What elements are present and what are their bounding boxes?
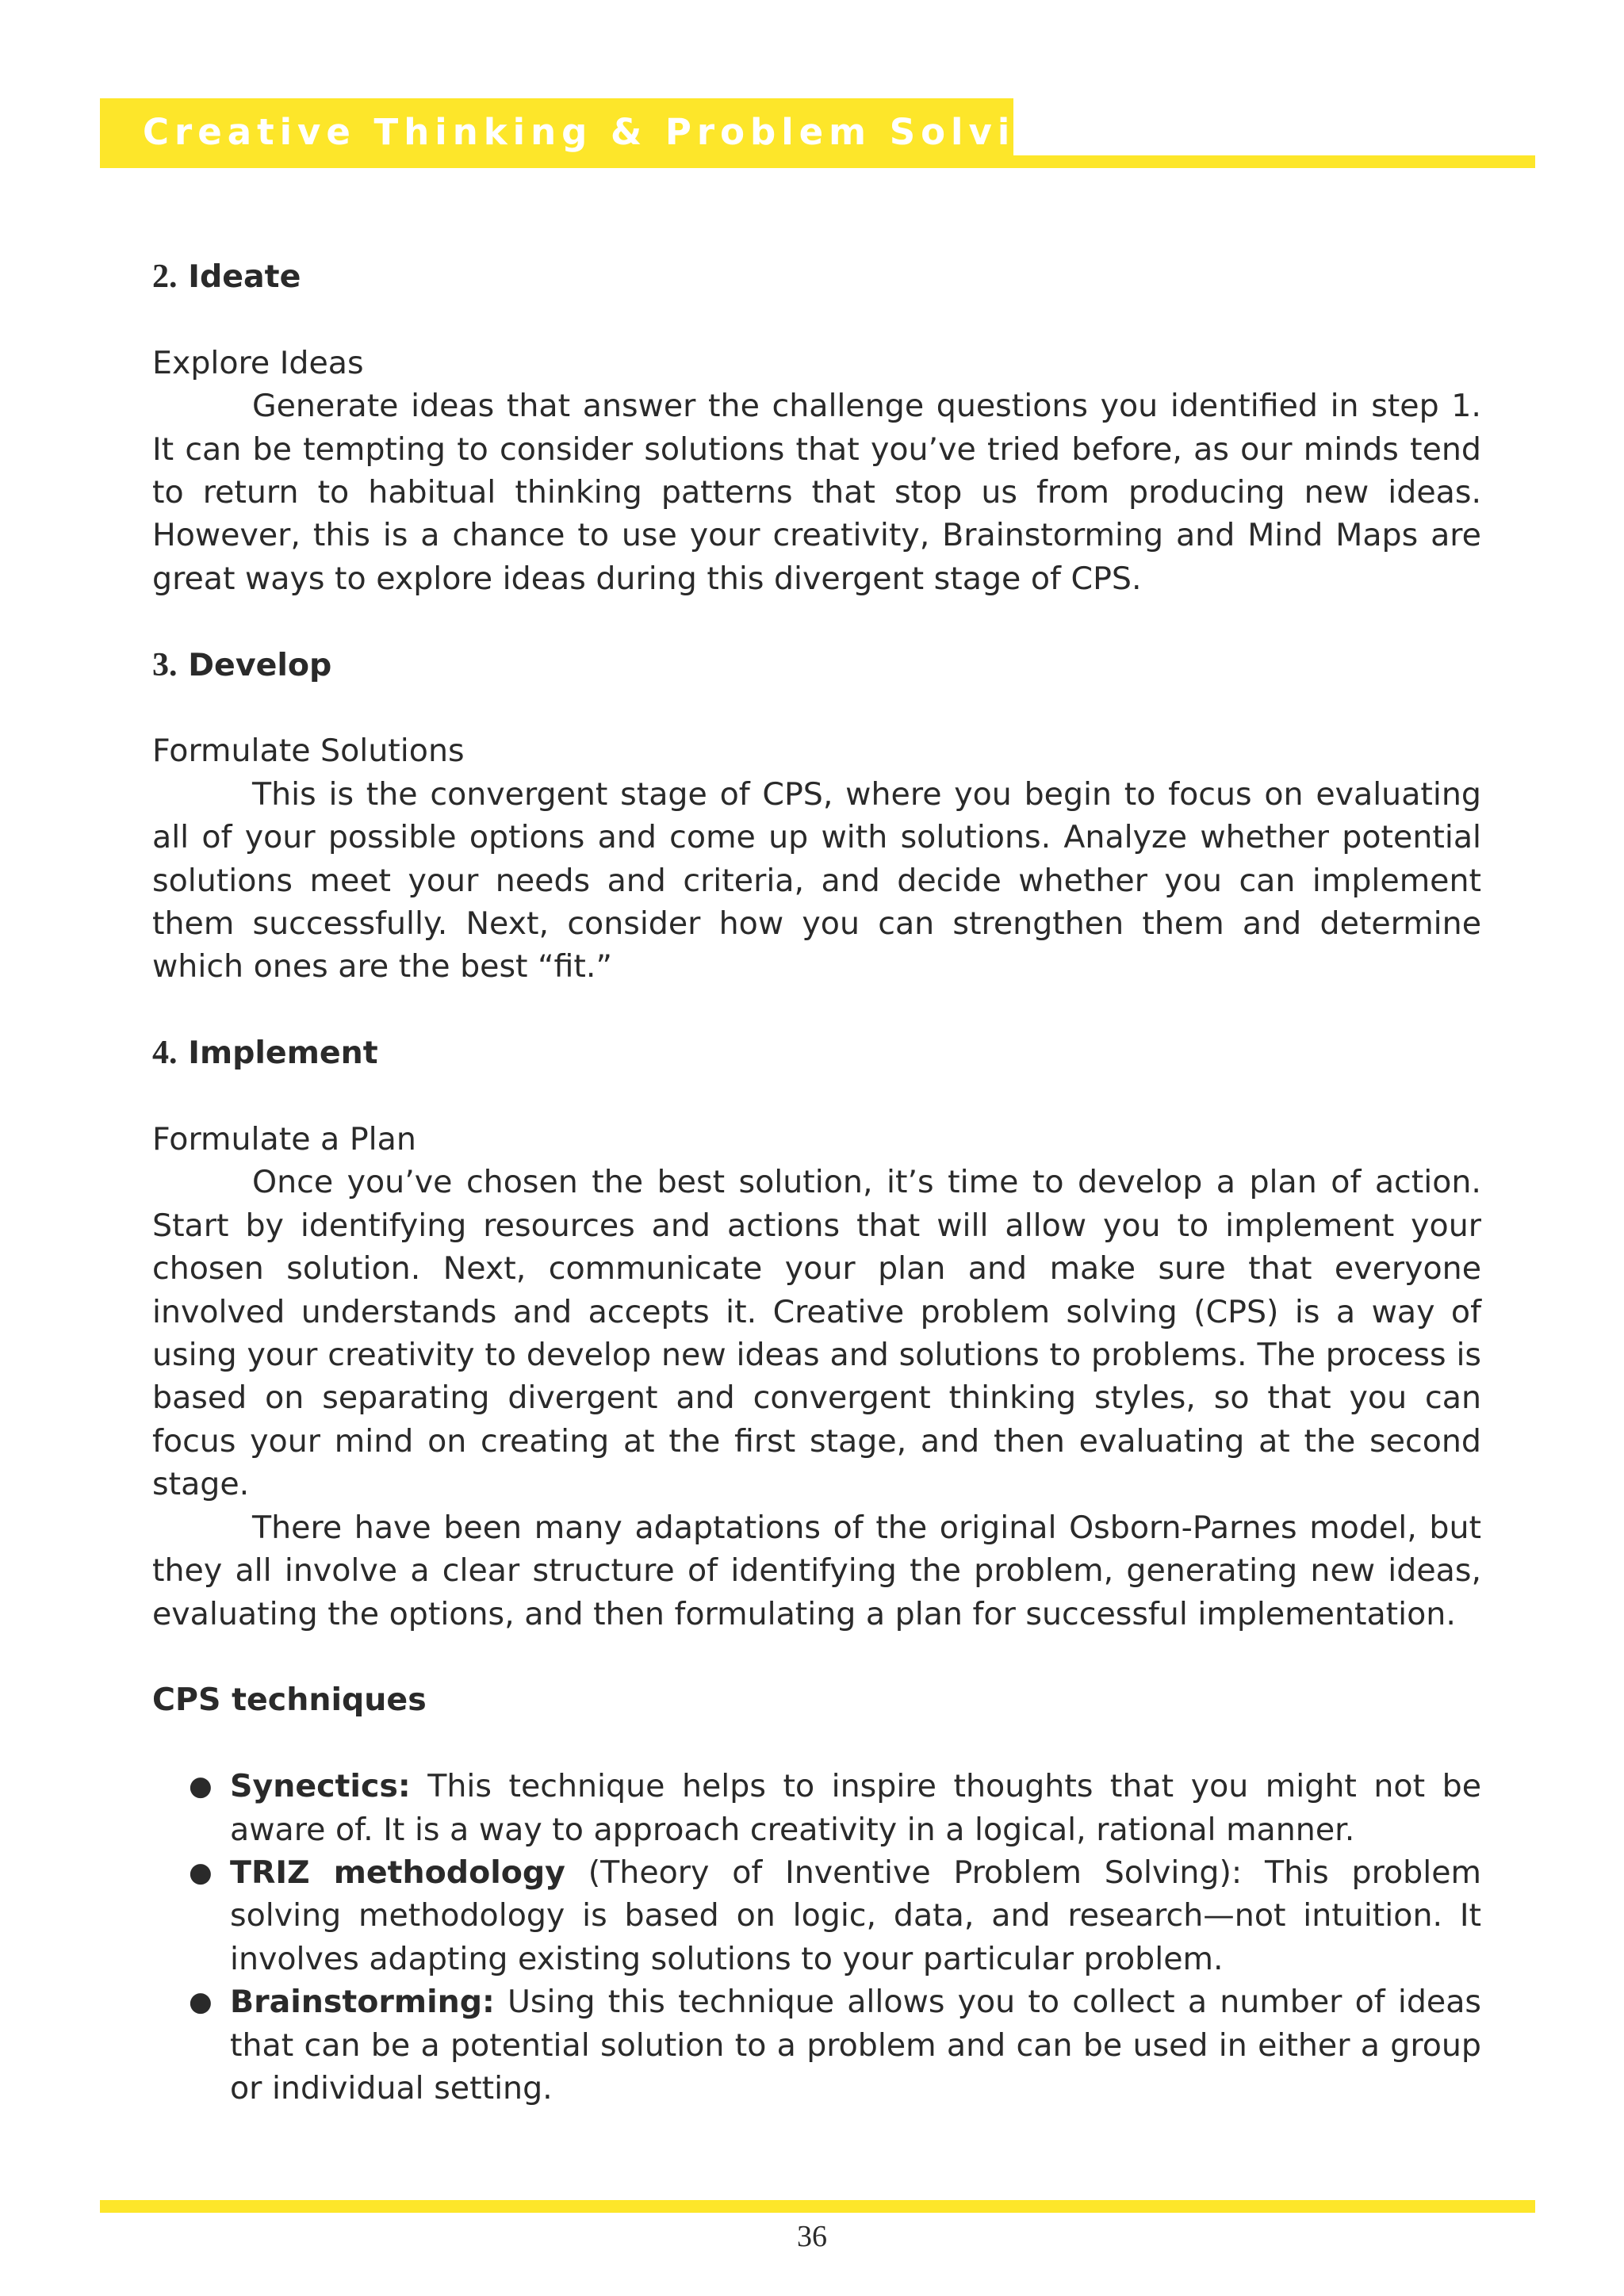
section-number: 2.: [152, 258, 178, 295]
paragraph: Once you’ve chosen the best solution, it’s time to develop a plan of action. Start by identifying resources and actions that will allow you to implement your chosen solution. Next, communicate your plan and make sure that everyone involved understands and accepts it. Creative problem solving (CPS) is a way of using your creativity to develop new ideas and solutions to problems. The process is based on separating divergent and convergent thinking styles, so that you can focus your mind on creating at the first stage, and then evaluating at the second stage.: [152, 1164, 1481, 1503]
spacer: [152, 1075, 1481, 1118]
footer-rule: [100, 2200, 1535, 2213]
running-header-title: Creative Thinking & Problem Solving: [143, 111, 1078, 153]
techniques-list: [152, 1765, 1481, 2110]
section-title: Implement: [188, 1035, 378, 1072]
spacer: [152, 600, 1481, 643]
paragraph: There have been many adaptations of the original Osborn-Parnes model, but they all involve a clear structure of identifying the problem, generating new ideas, evaluating the options, and then formulating a plan for successful implementation.: [152, 1509, 1481, 1632]
technique-description: This technique helps to inspire thoughts that you might not be aware of. It is a way to approach creativity in a logical, rational manner.: [230, 1768, 1481, 1848]
section-heading-implement: [152, 1031, 1481, 1074]
technique-description: Using this technique allows you to collect a number of ideas that can be a potential solution to a problem and can be used in either a group or individual setting.: [230, 1984, 1481, 2107]
spacer: [152, 1636, 1481, 1678]
technique-term: TRIZ methodology: [230, 1854, 565, 1891]
list-item: [189, 1851, 1481, 1980]
bullet-icon: ●: [189, 1856, 213, 1888]
page-body: [152, 255, 1481, 2110]
paragraph: This is the convergent stage of CPS, where you begin to focus on evaluating all of your possible options and come up with solutions. Analyze whether potential solutions meet your needs and criteria, and decide whether you can implement them successfully. Next, consider how you can strengthen them and determine which ones are the best “fit.”: [152, 775, 1481, 985]
technique-description: (Theory of Inventive Problem Solving): This problem solving methodology is based on logic, data, and research—not intuition. It involves adapting existing solutions to your particular problem.: [230, 1854, 1481, 1977]
spacer: [152, 989, 1481, 1031]
section-title: Develop: [188, 646, 332, 683]
spacer: [152, 298, 1481, 341]
page-number: 36: [797, 2220, 827, 2253]
bullet-icon: ●: [189, 1770, 213, 1803]
bullet-icon: ●: [189, 1986, 213, 2019]
section-number: 3.: [152, 646, 178, 683]
technique-term: Synectics:: [230, 1768, 411, 1805]
section-heading-develop: [152, 644, 1481, 687]
section-title: Ideate: [188, 258, 301, 295]
subheading-explore-ideas: Explore Ideas: [152, 344, 364, 381]
spacer: [152, 687, 1481, 729]
section-heading-ideate: [152, 255, 1481, 298]
techniques-heading: CPS techniques: [152, 1682, 427, 1719]
subheading-formulate-solutions: Formulate Solutions: [152, 733, 465, 770]
subheading-formulate-plan: Formulate a Plan: [152, 1121, 416, 1158]
technique-term: Brainstorming:: [230, 1984, 495, 2021]
section-number: 4.: [152, 1035, 178, 1072]
list-item: [189, 1980, 1481, 2110]
paragraph: Generate ideas that answer the challenge questions you identified in step 1. It can be tempting to consider solutions that you’ve tried before, as our minds tend to return to habitual thinking patterns that stop us from producing new ideas. However, this is a chance to use your creativity, Brainstorming and Mind Maps are great ways to explore ideas during this divergent stage of CPS.: [152, 388, 1481, 597]
list-item: [189, 1765, 1481, 1851]
spacer: [152, 1722, 1481, 1765]
